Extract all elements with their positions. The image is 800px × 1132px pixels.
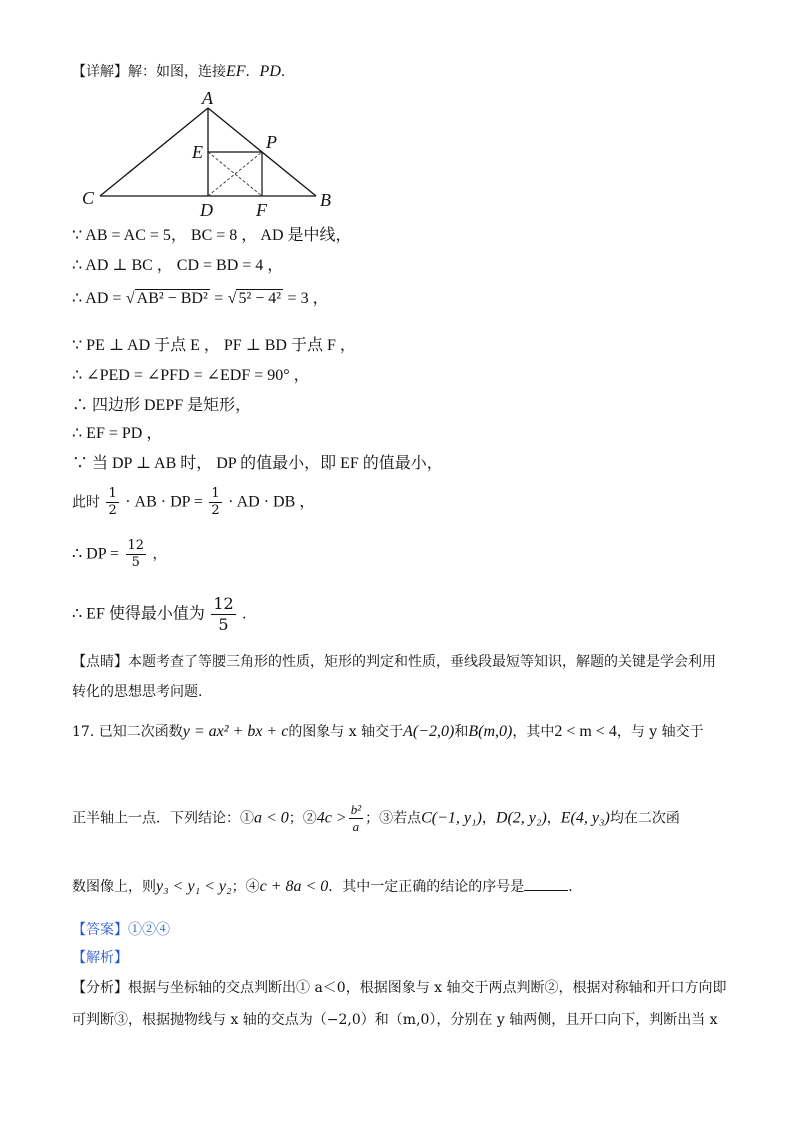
answer-value: ①②④ bbox=[128, 922, 170, 938]
fenxi-line-1 bbox=[72, 978, 727, 998]
fraction-dp: $\frac{12}{5}$ bbox=[127, 538, 145, 570]
p17-point-e: E(4, y₃) bbox=[560, 809, 610, 827]
problem-17-line-3 bbox=[72, 876, 582, 897]
detail-sep: ． bbox=[245, 64, 260, 80]
detail-end: ． bbox=[280, 64, 295, 80]
p17-point-b: B(m,0) bbox=[468, 723, 513, 740]
answer-line bbox=[72, 920, 170, 940]
label-p: P bbox=[266, 132, 277, 152]
step-9-mid-1: · AB · DP = bbox=[125, 493, 203, 511]
fenxi-line-2: 可判断③，根据抛物线与 x 轴的交点为（−2,0）和（m,0），分别在 y 轴两侧，且开口向下，判断出当 x bbox=[72, 1012, 718, 1028]
p17-cond-1: a < 0 bbox=[254, 809, 289, 827]
answer-tag: 【答案】 bbox=[72, 922, 128, 938]
step-5: ∴ ∠PED = ∠PFD = ∠EDF = 90° ， bbox=[72, 367, 310, 384]
p17-l2-b: ；② bbox=[288, 810, 317, 827]
p17-and: 和 bbox=[454, 724, 469, 740]
step-8: ∵ 当 DP ⊥ AB 时， DP 的值最小，即 EF 的值最小， bbox=[72, 455, 443, 472]
step-3-radicand-2: 5² − 4² bbox=[238, 290, 282, 307]
detail-seg-pd: PD bbox=[259, 63, 281, 80]
label-a: A bbox=[202, 88, 213, 108]
analysis-tag: 【解析】 bbox=[72, 950, 128, 966]
p17-point-a: A(−2,0) bbox=[403, 723, 455, 740]
p17-text-b: 的图象与 x 轴交于 bbox=[288, 724, 404, 740]
p17-text-c: ，其中 bbox=[512, 724, 555, 740]
step-11-prefix: ∴ EF 使得最小值为 bbox=[72, 605, 205, 623]
step-11-end: ． bbox=[242, 606, 257, 623]
comment-line-2: 转化的思想思考问题. bbox=[72, 684, 203, 700]
step-4: ∵ PE ⊥ AD 于点 E ， PF ⊥ BD 于点 F ， bbox=[72, 337, 356, 354]
detail-line bbox=[72, 62, 295, 82]
label-b: B bbox=[320, 190, 331, 210]
fenxi-tag: 【分析】 bbox=[72, 980, 128, 996]
p17-l3-a: 数图像上，则 bbox=[72, 879, 156, 895]
p17-ineq: y₃ < y₁ < y₂ bbox=[156, 878, 232, 895]
detail-tag: 【详解】 bbox=[72, 64, 128, 80]
label-f: F bbox=[256, 200, 267, 220]
detail-seg-ef: EF bbox=[226, 63, 246, 80]
problem-number: 17. bbox=[72, 724, 95, 740]
answer-blank bbox=[524, 876, 568, 891]
p17-comma-2: ， bbox=[546, 810, 561, 827]
step-7: ∴ EF = PD ， bbox=[72, 425, 163, 442]
geometry-figure bbox=[80, 88, 340, 223]
p17-range: 2 < m < 4 bbox=[554, 723, 617, 740]
p17-l2-d: 均在二次函 bbox=[609, 810, 680, 827]
p17-point-d: D(2, y₂) bbox=[495, 809, 547, 827]
p17-cond-2-lhs: 4c > bbox=[316, 809, 347, 827]
step-9-mid-2: · AD · DB ， bbox=[228, 493, 316, 511]
p17-comma-1: ， bbox=[481, 810, 496, 827]
fraction-b2-over-a: $\frac{\text{b²}}{a}$ bbox=[350, 802, 362, 834]
p17-l2-a: 正半轴上一点．下列结论：① bbox=[72, 810, 254, 827]
p17-l3-end: ． bbox=[568, 879, 583, 895]
step-9 bbox=[72, 486, 315, 519]
step-1: ∵ AB = AC = 5， BC = 8 ， AD 是中线， bbox=[72, 227, 352, 244]
step-3-prefix: ∴ AD = bbox=[72, 290, 122, 307]
p17-point-c: C(−1, y₁) bbox=[421, 809, 482, 827]
step-3-eq: = bbox=[214, 290, 224, 307]
step-11 bbox=[72, 594, 256, 635]
detail-intro: 解：如图，连接 bbox=[128, 64, 226, 80]
problem-17-line-2 bbox=[72, 802, 680, 835]
problem-17-line-1 bbox=[72, 722, 704, 742]
label-e: E bbox=[192, 142, 203, 162]
p17-function: y = ax² + bx + c bbox=[182, 723, 289, 740]
comment-tag: 【点睛】 bbox=[72, 654, 128, 670]
fraction-half-2: $\frac{1}{2}$ bbox=[211, 486, 220, 518]
step-9-prefix: 此时 bbox=[72, 494, 100, 511]
p17-l3-b: ；④ bbox=[231, 879, 260, 895]
step-2: ∴ AD ⊥ BC ， CD = BD = 4 ， bbox=[72, 257, 284, 274]
label-c: C bbox=[82, 188, 95, 208]
step-10-end: ， bbox=[152, 546, 167, 563]
p17-cond-4: c + 8a < 0 bbox=[259, 878, 329, 895]
step-6: ∴ 四边形 DEPF 是矩形， bbox=[72, 397, 252, 414]
fenxi-text-1: 根据与坐标轴的交点判断出① a＜0，根据图象与 x 轴交于两点判断②，根据对称轴和开口方向即 bbox=[128, 980, 727, 996]
fraction-half-1: $\frac{1}{2}$ bbox=[108, 486, 117, 518]
comment-line-1 bbox=[72, 652, 716, 672]
step-3-end: = 3 ， bbox=[287, 290, 329, 307]
step-10 bbox=[72, 538, 167, 571]
label-d: D bbox=[200, 200, 213, 220]
fraction-ef: $\frac{12}{5}$ bbox=[213, 594, 234, 634]
p17-text-d: ，与 y 轴交于 bbox=[616, 724, 704, 740]
step-3: ∴ AD = √ AB² − BD² = √ 5² − 4² = 3 ， bbox=[72, 290, 329, 307]
p17-text-a: 已知二次函数 bbox=[98, 724, 183, 740]
step-10-prefix: ∴ DP = bbox=[72, 545, 120, 563]
step-3-radicand-1: AB² − BD² bbox=[136, 290, 208, 307]
p17-l2-c: ；③若点 bbox=[365, 810, 422, 827]
comment-text-1: 本题考查了等腰三角形的性质，矩形的判定和性质，垂线段最短等知识，解题的关键是学会利用 bbox=[128, 654, 716, 670]
p17-l3-c: ．其中一定正确的结论的序号是 bbox=[328, 879, 525, 895]
